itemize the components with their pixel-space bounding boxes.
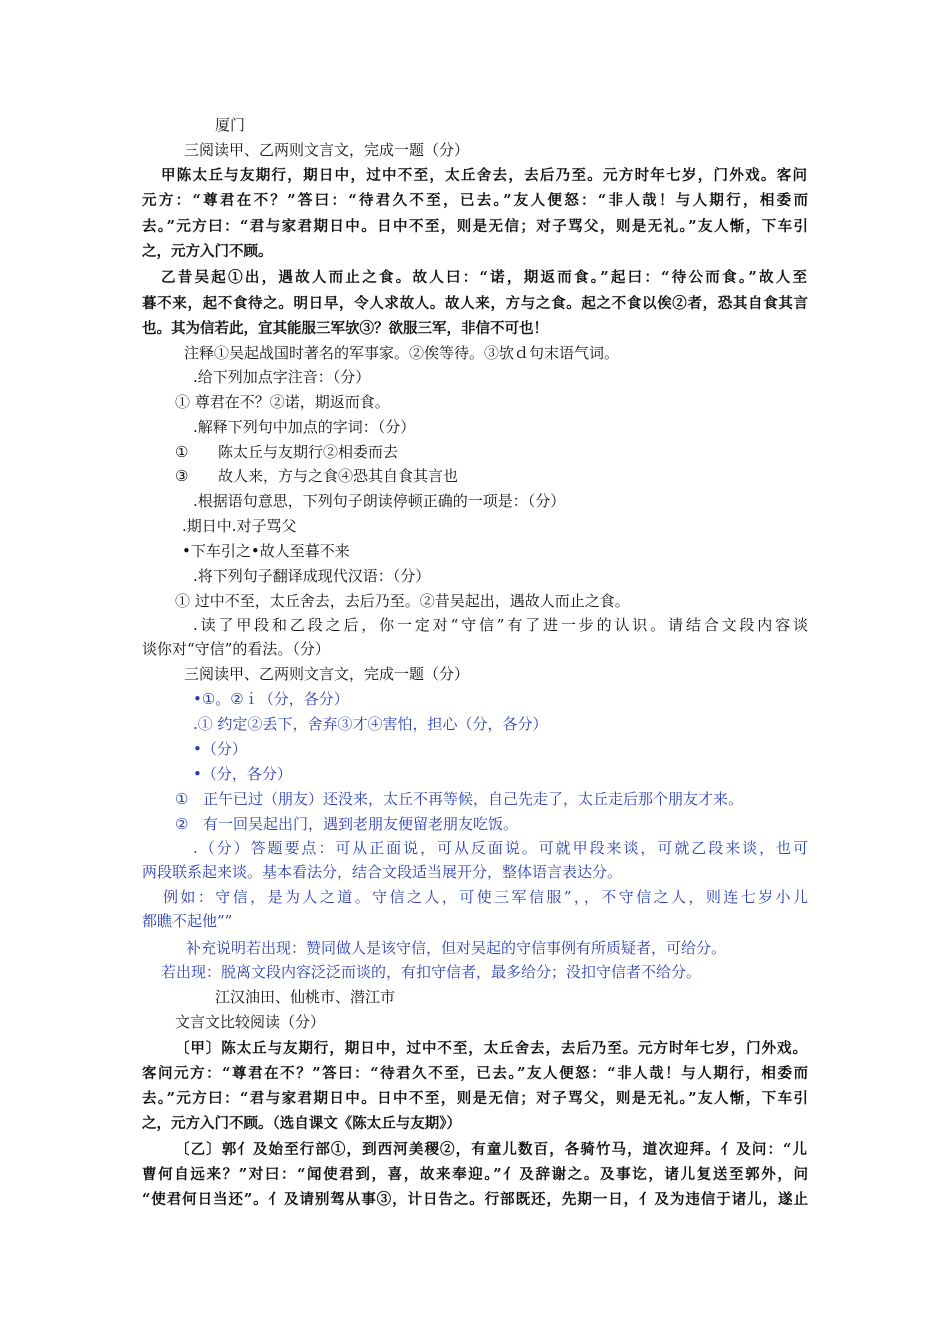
passage-line: 之，元方入门不顾。（选自课文《陈太丘与友期》） [142, 1115, 461, 1132]
question-2-item: 故人来，方与之食④恐其自食其言也 [218, 467, 459, 485]
question-3: .根据语句意思，下列句子朗读停顿正确的一项是：（分） [193, 492, 566, 510]
answer-line: .（分）答题要点：可从正面说，可从反面说。可就甲段来谈，可就乙段来谈，也可 [193, 839, 808, 857]
answer-line: •①。②ｉ（分，各分） [193, 690, 349, 708]
answer-line: 正午已过（朋友）还没来，太丘不再等候，自己先走了，太丘走后那个朋友才来。 [203, 790, 744, 808]
answer-line: 两段联系起来谈。基本看法分，结合文段适当展开分，整体语言表达分。 [142, 863, 623, 881]
passage-line: 去。”元方曰：“君与家君期日中。日中不至，则是无信；对子骂父，则是无礼。”友人惭，下车引 [142, 1090, 808, 1107]
passage-line: 也。其为信若此，宜其能服三军欤③？欲服三军，非信不可也！ [142, 320, 548, 337]
item-number: ① [175, 790, 189, 808]
passage-line: 曹何自远来？”对曰：“闻使君到，喜，故来奉迎。”亻及辞谢之。及事讫，诸儿复送至郭外，问 [142, 1166, 808, 1183]
item-number: ② [175, 815, 189, 833]
question-5: .读了甲段和乙段之后，你一定对“守信”有了进一步的认识。请结合文段内容谈 [193, 616, 808, 634]
annotation-notes: 注释①吴起战国时著名的军事家。②俟等待。③欤ｄ句末语气词。 [184, 344, 620, 362]
heading-xiamen: 厦门 [215, 116, 246, 134]
heading-jianghan: 江汉油田、仙桃市、潜江市 [215, 988, 396, 1006]
answer-line: .① 约定②丢下，舍弃③才④害怕，担心（分，各分） [193, 715, 548, 733]
question-3-option: .期日中.对子骂父 [182, 517, 297, 535]
answer-line: 有一回吴起出门，遇到老朋友便留老朋友吃饭。 [203, 815, 519, 833]
answer-line: 都瞧不起他”” [142, 912, 233, 930]
passage-line: 〔甲〕陈太丘与友期行，期日中，过中不至，太丘舍去，去后乃至。元方时年七岁，门外戏。 [175, 1040, 807, 1057]
question-4: .将下列句子翻译成现代汉语：（分） [193, 567, 431, 585]
passage-line: 去。”元方曰：“君与家君期日中。日中不至，则是无信；对子骂父，则是无礼。”友人惭，下车引 [142, 218, 808, 235]
section-title-repeat: 三阅读甲、乙两则文言文，完成一题（分） [184, 665, 470, 683]
passage-line: 乙昔吴起①出，遇故人而止之食。故人曰：“诺，期返而食。”起曰：“待公而食。”故人至 [161, 269, 807, 286]
passage-line: 客问元方：“尊君在不？”答曰：“待君久不至，已去。”友人便怒：“非人哉！与人期行，相委而 [142, 1065, 808, 1082]
passage-line: “使君何日当还”。亻及请别驾从事③，计日告之。行部既还，先期一日，亻及为违信于诸儿，遂止 [142, 1191, 808, 1208]
answer-line: •（分，各分） [193, 765, 292, 783]
item-number: ③ [175, 467, 189, 485]
question-3-option: •下车引之•故人至暮不来 [182, 542, 350, 560]
passage-line: 暮不来，起不食待之。明日早，令人求故人。故人来，方与之食。起之不食以俟②者，恐其自食其言 [142, 295, 808, 312]
question-4-items: ① 过中不至，太丘舍去，去后乃至。②昔吴起出，遇故人而止之食。 [175, 592, 630, 610]
answer-line: 补充说明若出现：赞同做人是该守信，但对吴起的守信事例有所质疑者，可给分。 [186, 939, 727, 957]
section-2-title: 文言文比较阅读（分） [175, 1013, 326, 1031]
passage-line: 甲陈太丘与友期行，期日中，过中不至，太丘舍去，去后乃至。元方时年七岁，门外戏。客问 [161, 167, 807, 184]
section-title: 三阅读甲、乙两则文言文，完成一题（分） [184, 141, 470, 159]
passage-line: 元方：“尊君在不？”答曰：“待君久不至，已去。”友人便怒：“非人哉！与人期行，相委而 [142, 192, 808, 209]
answer-line: 若出现：脱离文段内容泛泛而谈的，有扣守信者，最多给分；没扣守信者不给分。 [161, 963, 702, 981]
answer-line: 例如：守信，是为人之道。守信之人，可使三军信服”，，不守信之人，则连七岁小儿 [163, 888, 808, 906]
question-5-cont: 谈你对“守信”的看法。（分） [142, 640, 330, 658]
question-1-items: ① 尊君在不？②诺，期返而食。 [175, 393, 390, 411]
question-2: .解释下列句中加点的字词：（分） [193, 418, 416, 436]
question-2-item: 陈太丘与友期行②相委而去 [218, 443, 399, 461]
passage-line: 之，元方入门不顾。 [142, 243, 273, 260]
item-number: ① [175, 443, 189, 461]
question-1: .给下列加点字注音：（分） [193, 368, 371, 386]
passage-line: 〔乙〕郭亻及始至行部①，到西河美稷②，有童儿数百，各骑竹马，道次迎拜。亻及问：“儿 [175, 1141, 807, 1158]
answer-line: •（分） [193, 740, 247, 758]
